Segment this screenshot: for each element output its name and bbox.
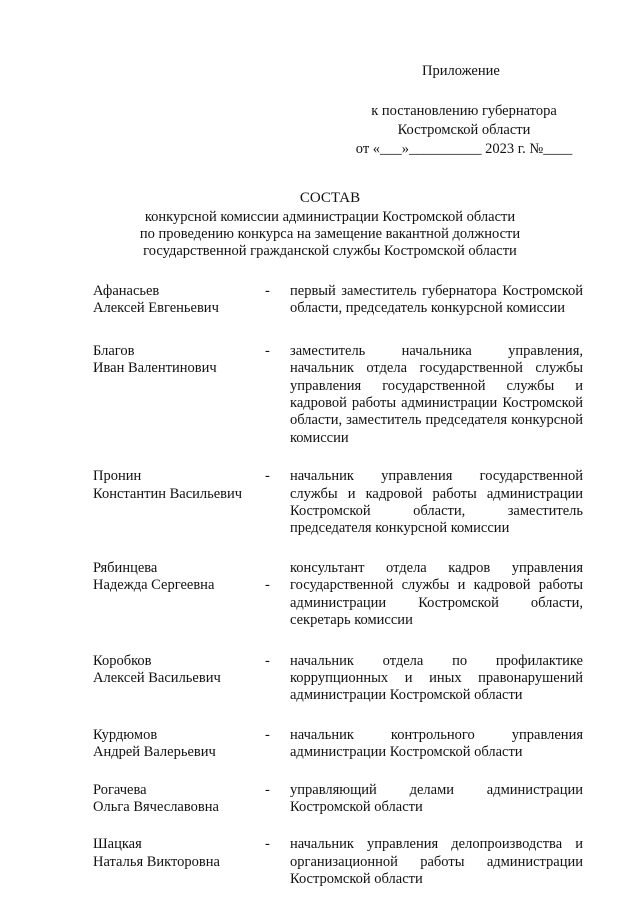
member-role: начальник управления государственной службы и кадровой работы администрации Костромской области, заместитель председателя конкурсной комиссии (290, 468, 583, 537)
member-role: начальник отдела по профилактике коррупционных и иных правонарушений администрации Костромской области (290, 652, 583, 704)
member-row (93, 343, 583, 447)
title-line-3: государственной гражданской службы Костромской области (143, 243, 517, 259)
dash-separator: - (265, 652, 270, 669)
member-surname: Рябинцева (93, 559, 158, 576)
member-row (93, 560, 583, 630)
member-name (93, 283, 265, 318)
appendix-header (344, 62, 584, 159)
member-surname: Шацкая (93, 836, 142, 853)
member-role: управляющий делами администрации Костромской области (290, 781, 583, 815)
member-name (93, 653, 265, 688)
commission-members-list (93, 283, 583, 889)
member-row (93, 782, 583, 817)
dash-separator: - (265, 576, 270, 593)
member-name (93, 836, 265, 871)
title-line-2: по проведению конкурса на замещение вакантной должности (139, 226, 521, 242)
title-main: СОСТАВ (299, 190, 361, 206)
member-given-names: Алексей Васильевич (93, 669, 221, 686)
member-name (93, 343, 265, 378)
member-surname: Рогачева (93, 781, 147, 798)
title-line-1: конкурсной комиссии администрации Костромской области (144, 209, 516, 225)
dash-separator: - (265, 726, 270, 743)
member-surname: Коробков (93, 652, 152, 669)
member-given-names: Алексей Евгеньевич (93, 300, 219, 317)
member-given-names: Андрей Валерьевич (93, 744, 216, 761)
member-name (93, 560, 265, 595)
region-name: Костромской области (397, 122, 531, 138)
member-row (93, 653, 583, 705)
member-row (93, 468, 583, 538)
member-given-names: Ольга Вячеславовна (93, 798, 219, 815)
member-surname: Пронин (93, 468, 142, 485)
member-name (93, 782, 265, 817)
member-surname: Благов (93, 342, 135, 359)
member-row (93, 727, 583, 762)
member-role: консультант отдела кадров управления государственной службы и кадровой работы администрации Костромской области, секретарь комиссии (290, 559, 583, 629)
date-number-line: от «___»__________ 2023 г. №____ (355, 141, 573, 157)
dash-separator: - (265, 836, 270, 853)
dash-separator: - (265, 342, 270, 359)
member-row (93, 283, 583, 318)
member-surname: Курдюмов (93, 726, 158, 743)
member-given-names: Наталья Викторовна (93, 853, 220, 870)
member-given-names: Надежда Сергеевна (93, 577, 215, 594)
dash-separator: - (265, 781, 270, 798)
member-name (93, 468, 265, 503)
appendix-label: Приложение (422, 63, 500, 79)
document-title (80, 190, 580, 260)
member-given-names: Иван Валентинович (93, 360, 217, 377)
member-surname: Афанасьев (93, 283, 160, 299)
dash-separator: - (265, 283, 270, 299)
member-role: заместитель начальника управления, начальник отдела государственной службы управления государственной службы и кадровой работы администрации Костромской области, заместитель председателя конкурсной комиссии (290, 342, 583, 446)
dash-separator: - (265, 468, 270, 485)
member-role: первый заместитель губернатора Костромской области, председатель конкурсной комиссии (290, 283, 583, 317)
member-role: начальник управления делопроизводства и организационной работы администрации Костромской области (290, 836, 583, 888)
member-row (93, 836, 583, 888)
member-given-names: Константин Васильевич (93, 485, 243, 502)
member-name (93, 727, 265, 762)
resolution-reference: к постановлению губернатора (371, 103, 557, 119)
member-role: начальник контрольного управления администрации Костромской области (290, 726, 583, 761)
